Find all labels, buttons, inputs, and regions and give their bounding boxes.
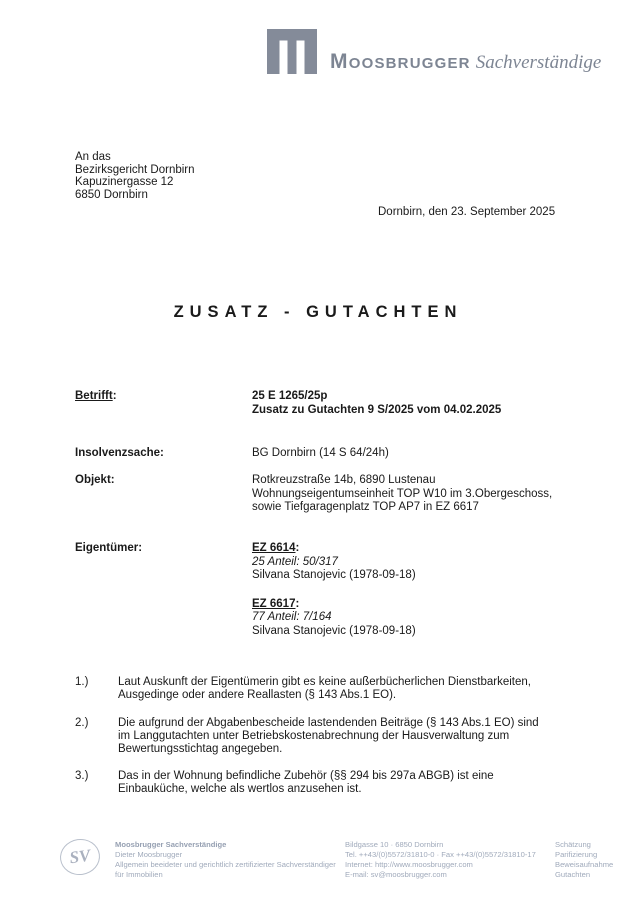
paragraph-number: 2.): [75, 717, 89, 729]
footer-service: Parifizierung: [555, 850, 598, 859]
paragraph-line: Das in der Wohnung befindliche Zubehör (§§ 294 bis 297a ABGB) ist eine: [118, 770, 494, 782]
owner-entry: [252, 542, 416, 583]
footer-services-column: [555, 840, 613, 880]
footer-service: Gutachten: [555, 870, 591, 879]
recipient-line: An das: [75, 151, 111, 163]
objekt-line: sowie Tiefgaragenplatz TOP AP7 in EZ 6617: [252, 501, 479, 513]
paragraph-text: [118, 717, 588, 757]
footer-company-column: [115, 840, 336, 880]
field-value-betrifft: [252, 390, 501, 417]
field-label-objekt: Objekt:: [75, 474, 115, 486]
field-value-insolvenzsache: BG Dornbirn (14 S 64/24h): [252, 447, 389, 459]
recipient-line: Bezirksgericht Dornbirn: [75, 163, 195, 176]
field-label-insolvenzsache: Insolvenzsache:: [75, 447, 164, 459]
document-title: ZUSATZ - GUTACHTEN: [173, 303, 463, 321]
field-value-objekt: [252, 474, 552, 515]
footer-service: Beweisaufnahme: [555, 860, 614, 869]
betrifft-label-colon: :: [112, 390, 117, 402]
footer-website: Internet: http://www.moosbrugger.com: [345, 860, 473, 869]
footer-contact-column: [345, 840, 536, 880]
recipient-address: [75, 151, 195, 201]
paragraph-line: Laut Auskunft der Eigentümerin gibt es keine außerbücherlichen Dienstbarkeiten,: [118, 676, 531, 688]
objekt-line: Wohnungseigentumseinheit TOP W10 im 3.Obergeschoss,: [252, 487, 553, 500]
owner-ez: [252, 598, 416, 612]
field-label-betrifft: [75, 390, 117, 404]
owner-ez: [252, 542, 416, 556]
owner-ez-number: EZ 6614: [252, 542, 296, 554]
recipient-line: 6850 Dornbirn: [75, 188, 148, 201]
footer-certification2: für Immobilien: [115, 870, 163, 879]
betrifft-line: Zusatz zu Gutachten 9 S/2025 vom 04.02.2025: [252, 403, 502, 416]
paragraph-number: 3.): [75, 770, 89, 782]
betrifft-line: 25 E 1265/25p: [252, 390, 328, 402]
footer-certification: Allgemein beeideter und gerichtlich zertifizierter Sachverständiger: [115, 860, 336, 869]
paragraph-line: Bewertungsstichtag angegeben.: [118, 743, 283, 756]
owner-name: Silvana Stanojevic (1978-09-18): [252, 569, 416, 581]
owner-anteil: 77 Anteil: 7/164: [252, 611, 332, 623]
owner-anteil: 25 Anteil: 50/317: [252, 555, 338, 568]
brand-suffix: Sachverständige: [475, 52, 602, 73]
paragraph-text: [118, 676, 588, 702]
company-logo: [267, 29, 317, 74]
objekt-line: Rotkreuzstraße 14b, 6890 Lustenau: [252, 474, 436, 486]
recipient-line: Kapuzinergasse 12: [75, 176, 174, 189]
paragraph-text: [118, 770, 588, 796]
owner-ez-number: EZ 6617: [252, 597, 296, 610]
owner-name: Silvana Stanojevic (1978-09-18): [252, 624, 416, 637]
footer-person-name: Dieter Moosbrugger: [115, 850, 183, 859]
footer-phone-fax: Tel. ++43/(0)5572/31810-0 · Fax ++43/(0)5572/31810-17: [345, 850, 536, 859]
betrifft-label-text: Betrifft: [75, 390, 113, 402]
footer-email: E-mail: sv@moosbrugger.com: [345, 870, 447, 879]
sv-seal-icon: SV: [58, 836, 103, 877]
date-line: Dornbirn, den 23. September 2025: [378, 206, 556, 218]
footer-service: Schätzung: [555, 840, 591, 849]
letter-footer: [0, 833, 636, 893]
footer-company-name: Moosbrugger Sachverständige: [115, 840, 227, 849]
brand-line: [330, 50, 601, 74]
paragraph-line: Die aufgrund der Abgabenbescheide lastendenden Beiträge (§ 143 Abs.1 EO) sind: [118, 717, 539, 729]
paragraph-line: Ausgedinge oder andere Reallasten (§ 143 Abs.1 EO).: [118, 689, 397, 702]
owner-ez-colon: :: [295, 542, 300, 554]
field-label-eigentuemer: Eigentümer:: [75, 542, 143, 554]
owner-entry: [252, 598, 416, 639]
brand-name: Moosbrugger: [330, 50, 471, 73]
paragraph-line: Einbauküche, welche als wertlos anzusehen ist.: [118, 783, 362, 796]
footer-address: Bildgasse 10 · 6850 Dornbirn: [345, 840, 444, 849]
paragraph-line: im Langgutachten unter Betriebskostenabrechnung der Hausverwaltung zum: [118, 730, 510, 743]
moosbrugger-m-icon: [267, 29, 317, 74]
field-value-eigentuemer: [252, 542, 416, 638]
owner-ez-colon: :: [295, 597, 300, 610]
paragraph-number: 1.): [75, 676, 89, 688]
